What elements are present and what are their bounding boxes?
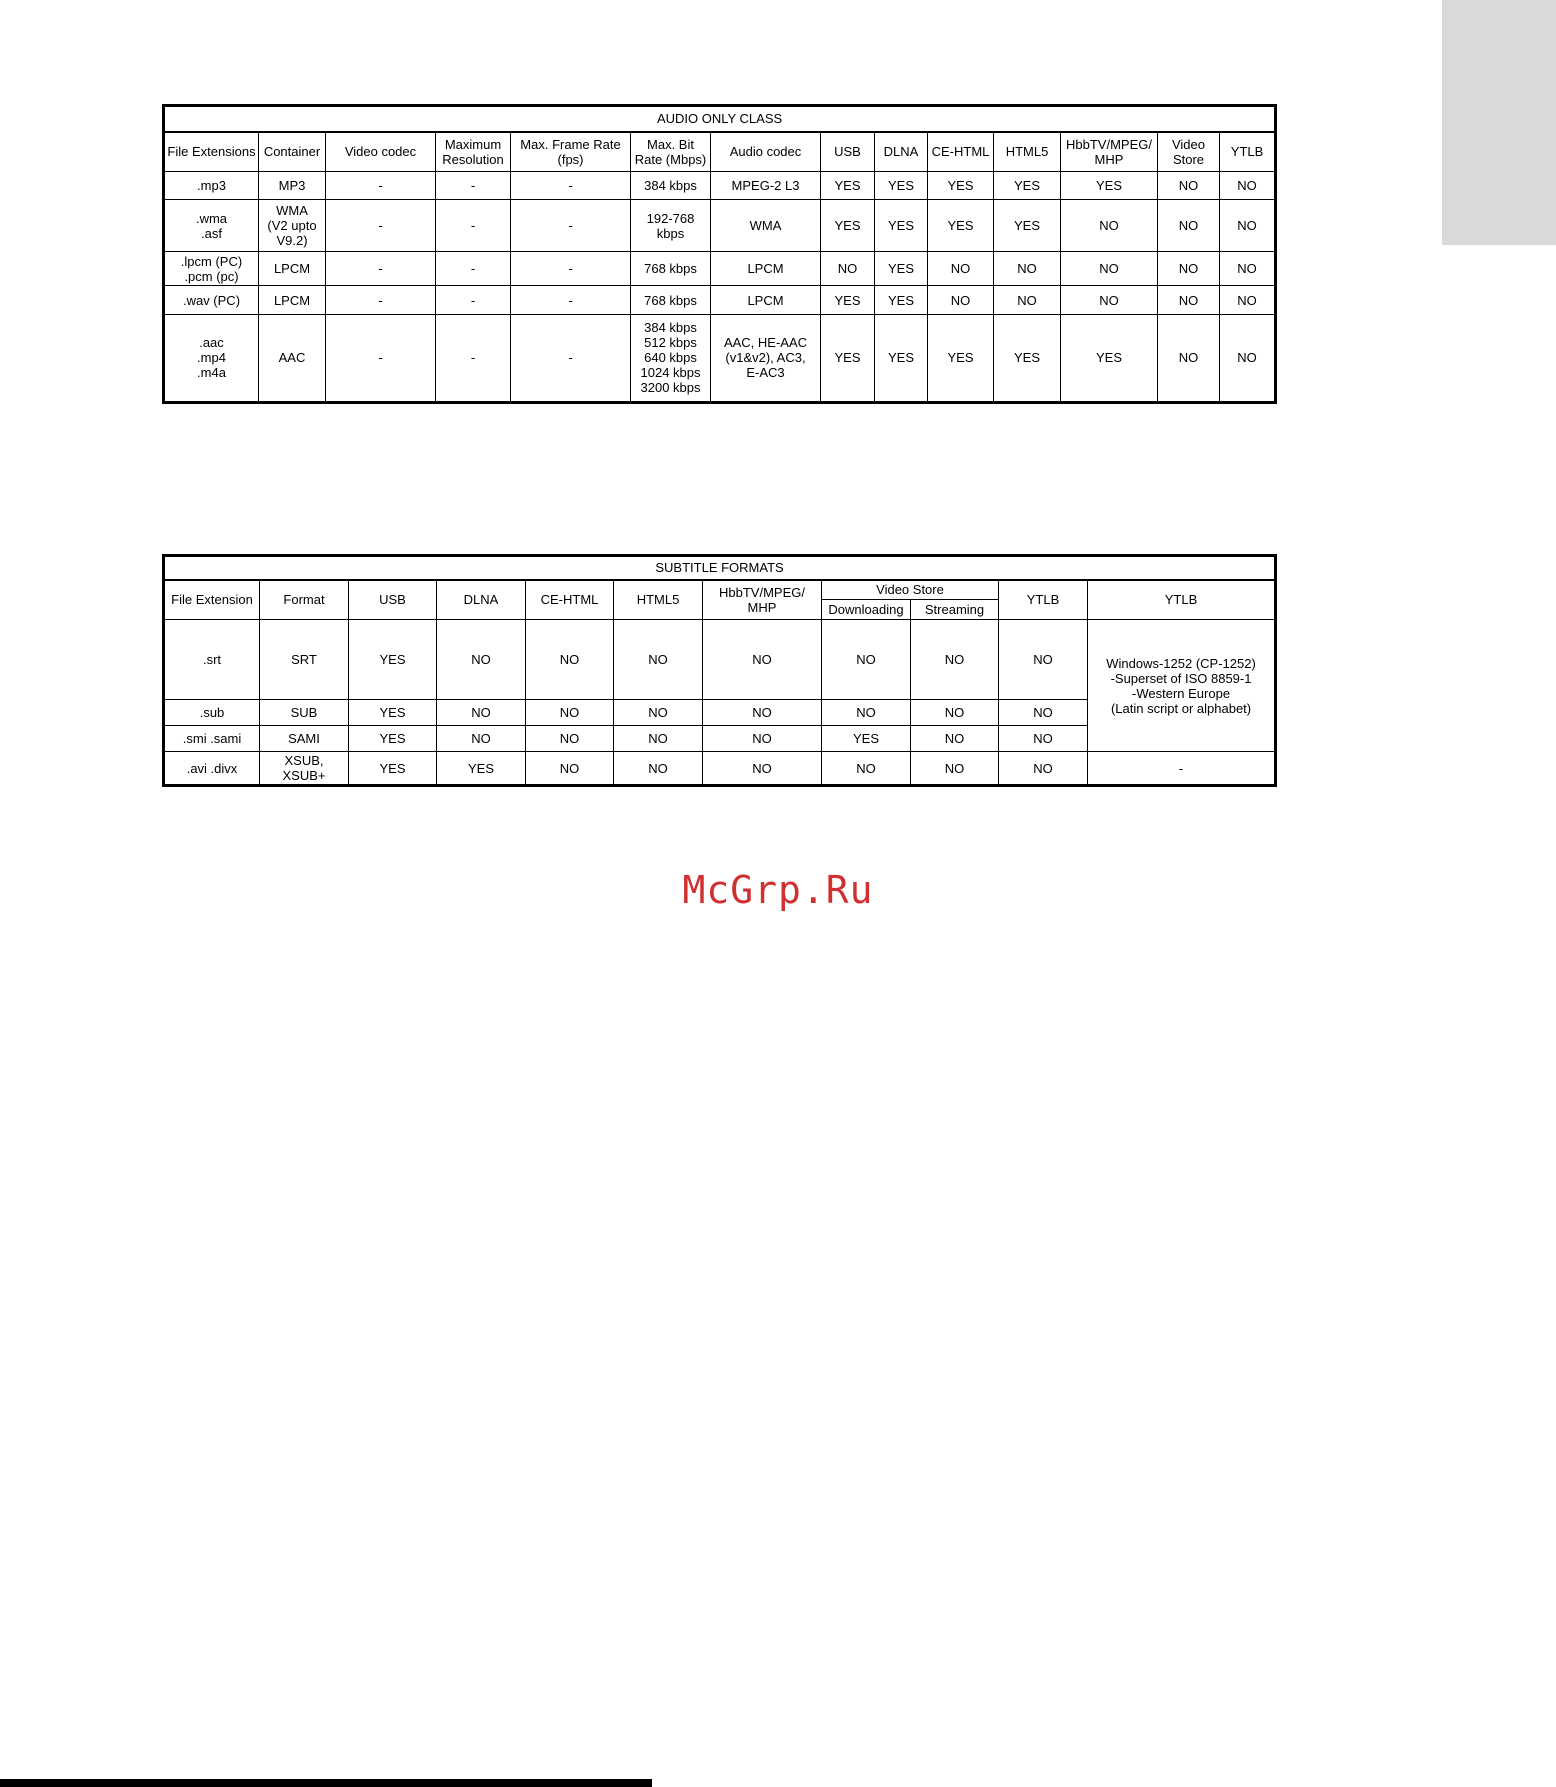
- table-cell: .avi .divx: [164, 752, 260, 786]
- table-cell: NO: [437, 700, 526, 726]
- table-cell: NO: [822, 620, 911, 700]
- table-cell: YES: [928, 172, 994, 200]
- table-row: [164, 752, 1276, 786]
- table-cell: SAMI: [260, 726, 349, 752]
- audio-header-row: [164, 132, 1276, 172]
- table-cell: YES: [349, 752, 437, 786]
- table-cell: NO: [1158, 200, 1220, 252]
- table-cell: NO: [526, 700, 614, 726]
- table-cell: .lpcm (PC) .pcm (pc): [164, 252, 259, 286]
- audio-header-cell: USB: [821, 132, 875, 172]
- table-cell: NO: [1158, 286, 1220, 314]
- audio-header-cell: Audio codec: [711, 132, 821, 172]
- table-cell: .aac .mp4 .m4a: [164, 314, 259, 402]
- subtitle-formats-table: [162, 554, 1277, 787]
- header-downloading: Downloading: [822, 600, 911, 620]
- header-hbbtv: HbbTV/MPEG/ MHP: [703, 580, 822, 620]
- table-cell: MP3: [259, 172, 326, 200]
- subtitle-table-body: [164, 620, 1276, 786]
- table-cell: 192-768 kbps: [631, 200, 711, 252]
- table-cell: .smi .sami: [164, 726, 260, 752]
- table-cell: AAC: [259, 314, 326, 402]
- table-cell: NO: [1158, 252, 1220, 286]
- table-cell: NO: [911, 752, 999, 786]
- table-cell: NO: [999, 752, 1088, 786]
- header-usb: USB: [349, 580, 437, 620]
- table-cell: -: [326, 200, 436, 252]
- table-cell: YES: [349, 726, 437, 752]
- bottom-rule: [0, 1779, 652, 1787]
- table-cell: NO: [928, 252, 994, 286]
- table-cell: NO: [437, 726, 526, 752]
- header-ytlb: YTLB: [999, 580, 1088, 620]
- table-cell: YES: [875, 172, 928, 200]
- table-cell: LPCM: [259, 286, 326, 314]
- audio-header-cell: Container: [259, 132, 326, 172]
- table-cell: NO: [999, 726, 1088, 752]
- table-cell: YES: [875, 252, 928, 286]
- table-cell: -: [436, 172, 511, 200]
- table-cell: -: [436, 314, 511, 402]
- table-cell: AAC, HE-AAC (v1&v2), AC3, E-AC3: [711, 314, 821, 402]
- table-cell: YES: [821, 314, 875, 402]
- header-html5: HTML5: [614, 580, 703, 620]
- table-cell: NO: [928, 286, 994, 314]
- table-cell: NO: [703, 726, 822, 752]
- audio-header-cell: Max. Bit Rate (Mbps): [631, 132, 711, 172]
- table-cell: NO: [994, 252, 1061, 286]
- table-cell: NO: [999, 620, 1088, 700]
- table-cell: WMA: [711, 200, 821, 252]
- table-cell: YES: [994, 314, 1061, 402]
- table-cell: YES: [994, 172, 1061, 200]
- header-ce-html: CE-HTML: [526, 580, 614, 620]
- table-cell: NO: [703, 620, 822, 700]
- table-cell: NO: [911, 700, 999, 726]
- table-cell: LPCM: [711, 252, 821, 286]
- table-cell: NO: [526, 726, 614, 752]
- table-cell: NO: [614, 620, 703, 700]
- header-dlna: DLNA: [437, 580, 526, 620]
- audio-table-body: [164, 172, 1276, 403]
- table-cell: .mp3: [164, 172, 259, 200]
- table-cell: NO: [703, 700, 822, 726]
- table-cell: YES: [821, 200, 875, 252]
- table-cell: NO: [526, 620, 614, 700]
- table-cell: .sub: [164, 700, 260, 726]
- table-cell: NO: [1220, 172, 1276, 200]
- table-cell: NO: [994, 286, 1061, 314]
- audio-header-cell: Maximum Resolution: [436, 132, 511, 172]
- table-cell: YES: [822, 726, 911, 752]
- table-cell: NO: [911, 620, 999, 700]
- table-cell: NO: [822, 700, 911, 726]
- watermark: McGrp.Ru: [682, 868, 874, 912]
- table-row: [164, 620, 1276, 700]
- audio-header-cell: Video Store: [1158, 132, 1220, 172]
- table-cell: YES: [994, 200, 1061, 252]
- table-cell: -: [511, 200, 631, 252]
- header-streaming: Streaming: [911, 600, 999, 620]
- table-cell: NO: [1158, 172, 1220, 200]
- table-cell: -: [436, 286, 511, 314]
- table-cell: NO: [821, 252, 875, 286]
- table-cell: -: [326, 286, 436, 314]
- table-cell: NO: [822, 752, 911, 786]
- audio-header-cell: HbbTV/MPEG/ MHP: [1061, 132, 1158, 172]
- audio-header-cell: HTML5: [994, 132, 1061, 172]
- table-cell: NO: [1220, 252, 1276, 286]
- table-cell: 384 kbps 512 kbps 640 kbps 1024 kbps 3200 kbps: [631, 314, 711, 402]
- table-cell: NO: [614, 752, 703, 786]
- table-row: [164, 314, 1276, 402]
- table-cell: YES: [821, 172, 875, 200]
- table-cell: YES: [875, 314, 928, 402]
- table-cell: -: [511, 286, 631, 314]
- table-row: [164, 252, 1276, 286]
- table-cell: YES: [928, 314, 994, 402]
- audio-header-cell: File Extensions: [164, 132, 259, 172]
- header-file-extension: File Extension: [164, 580, 260, 620]
- side-tab: [1442, 0, 1556, 245]
- table-cell: YES: [928, 200, 994, 252]
- header-format: Format: [260, 580, 349, 620]
- table-cell: -: [511, 314, 631, 402]
- audio-header-cell: Max. Frame Rate (fps): [511, 132, 631, 172]
- audio-table-title: AUDIO ONLY CLASS: [164, 106, 1276, 132]
- table-cell: YES: [821, 286, 875, 314]
- table-cell: YES: [875, 200, 928, 252]
- table-cell: .wav (PC): [164, 286, 259, 314]
- table-cell: .srt: [164, 620, 260, 700]
- table-cell: -: [511, 252, 631, 286]
- table-cell: NO: [1061, 286, 1158, 314]
- table-cell: LPCM: [711, 286, 821, 314]
- table-cell: -: [326, 314, 436, 402]
- table-cell: 768 kbps: [631, 252, 711, 286]
- table-cell: 384 kbps: [631, 172, 711, 200]
- audio-header-cell: YTLB: [1220, 132, 1276, 172]
- table-cell: -: [436, 200, 511, 252]
- audio-header-cell: DLNA: [875, 132, 928, 172]
- table-cell: -: [1088, 752, 1276, 786]
- table-cell: NO: [1220, 200, 1276, 252]
- table-cell: NO: [1061, 200, 1158, 252]
- table-cell: NO: [911, 726, 999, 752]
- table-cell: NO: [1220, 286, 1276, 314]
- table-cell: -: [436, 252, 511, 286]
- table-cell: .wma .asf: [164, 200, 259, 252]
- table-cell: -: [511, 172, 631, 200]
- table-cell: SRT: [260, 620, 349, 700]
- audio-header-cell: CE-HTML: [928, 132, 994, 172]
- table-cell: -: [326, 252, 436, 286]
- table-cell: NO: [1061, 252, 1158, 286]
- table-cell: NO: [1158, 314, 1220, 402]
- charset-note: Windows-1252 (CP-1252) -Superset of ISO 8859-1 -Western Europe (Latin script or alphabet): [1088, 620, 1276, 752]
- table-cell: YES: [1061, 314, 1158, 402]
- audio-header-cell: Video codec: [326, 132, 436, 172]
- header-ytlb-charset: YTLB: [1088, 580, 1276, 620]
- table-cell: SUB: [260, 700, 349, 726]
- table-cell: XSUB, XSUB+: [260, 752, 349, 786]
- table-cell: MPEG-2 L3: [711, 172, 821, 200]
- table-cell: YES: [1061, 172, 1158, 200]
- table-cell: YES: [875, 286, 928, 314]
- table-cell: -: [326, 172, 436, 200]
- table-cell: WMA (V2 upto V9.2): [259, 200, 326, 252]
- table-cell: 768 kbps: [631, 286, 711, 314]
- table-cell: YES: [349, 620, 437, 700]
- table-cell: NO: [703, 752, 822, 786]
- table-cell: YES: [437, 752, 526, 786]
- table-row: [164, 200, 1276, 252]
- header-video-store: Video Store: [822, 580, 999, 600]
- table-cell: NO: [437, 620, 526, 700]
- table-row: [164, 172, 1276, 200]
- table-cell: NO: [614, 700, 703, 726]
- table-cell: NO: [526, 752, 614, 786]
- subtitle-table-title: SUBTITLE FORMATS: [164, 556, 1276, 580]
- table-cell: NO: [1220, 314, 1276, 402]
- table-cell: LPCM: [259, 252, 326, 286]
- table-cell: NO: [999, 700, 1088, 726]
- table-cell: NO: [614, 726, 703, 752]
- table-row: [164, 286, 1276, 314]
- audio-only-class-table: [162, 104, 1277, 404]
- table-cell: YES: [349, 700, 437, 726]
